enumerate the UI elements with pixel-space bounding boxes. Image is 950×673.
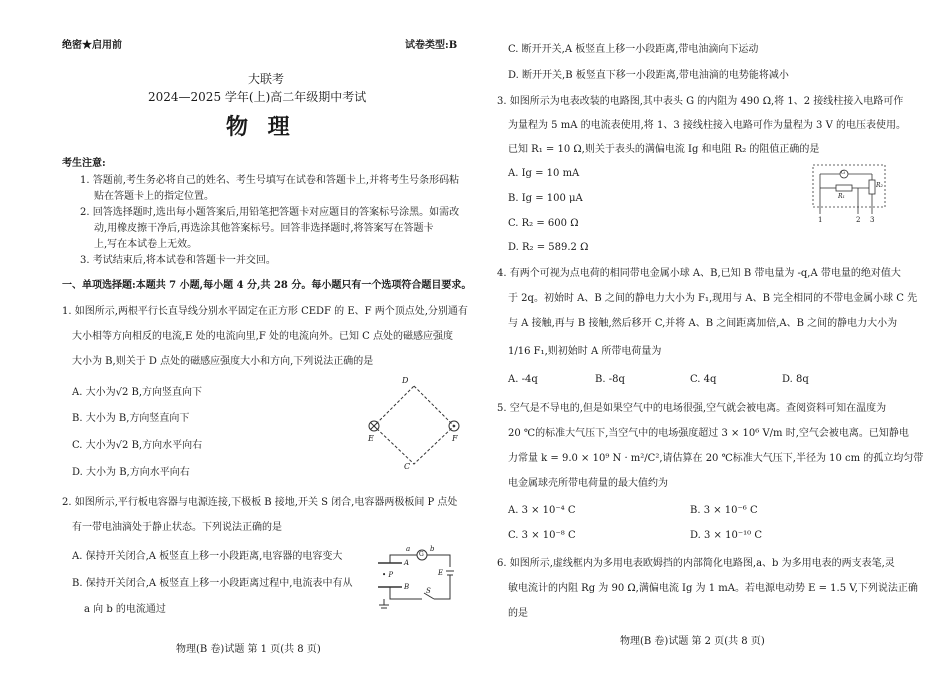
q5-line: 5. 空气是不导电的,但是如果空气中的电场很强,空气就会被电离。查阅资料可知在温度为: [497, 403, 887, 414]
q5-line: 力常量 k = 9.0 × 10⁹ N · m²/C²,请估算在 20 ℃标准大气压下,半径为 10 cm 的孤立均匀带: [508, 453, 924, 464]
fig-label-c: C: [404, 462, 411, 471]
q5-option: B. 3 × 10⁻⁶ C: [690, 505, 758, 516]
q2-option: C. 断开开关,A 板竖直上移一小段距离,带电油滴向下运动: [508, 44, 759, 55]
q1-option: B. 大小为 B,方向竖直向下: [72, 413, 190, 424]
q5-line: 20 ℃的标准大气压下,当空气中的电场强度超过 3 × 10⁶ V/m 时,空气会被电离。已知静电: [508, 428, 909, 439]
q3-option: B. Ig = 100 μA: [508, 193, 583, 204]
fig-label-p: • P: [382, 571, 394, 579]
q5-option: D. 3 × 10⁻¹⁰ C: [690, 530, 762, 541]
q5-line: 电金属球壳所带电荷量的最大值约为: [508, 478, 668, 489]
fig-label-g: G: [419, 551, 424, 558]
paper-type: 试卷类型:B: [405, 40, 458, 51]
fig-label-terminal-2: 2: [856, 216, 861, 224]
q2-option: B. 保持开关闭合,A 板竖直上移一小段距离过程中,电流表中有从: [72, 578, 353, 589]
section-heading: 一、单项选择题:本题共 7 小题,每小题 4 分,共 28 分。每小题只有一个选项符合题目要求。: [62, 280, 472, 291]
q2-option: A. 保持开关闭合,A 板竖直上移一小段距离,电容器的电容变大: [72, 551, 343, 562]
q4-option: A. -4q: [508, 374, 538, 385]
fig-label-b: b: [430, 545, 435, 553]
q3-meter-circuit-figure: [810, 162, 888, 230]
notice-line: 1. 答题前,考生务必将自己的姓名、考生号填写在试卷和答题卡上,并将考生号条形码粘: [80, 175, 460, 186]
notice-line: 3. 考试结束后,将本试卷和答题卡一并交回。: [80, 255, 276, 266]
subject-title: 物 理: [226, 114, 296, 140]
org-name: 大联考: [248, 72, 285, 86]
q2-capacitor-figure: [368, 543, 466, 613]
fig-label-plate-b: B: [404, 583, 410, 591]
fig-label-terminal-1: 1: [818, 216, 823, 224]
q1-option: D. 大小为 B,方向水平向右: [72, 467, 190, 478]
q4-option: B. -8q: [595, 374, 625, 385]
q6-line: 6. 如图所示,虚线框内为多用电表欧姆挡的内部简化电路图,a、b 为多用电表的两支表笔,灵: [497, 558, 895, 569]
q6-line: 敏电流计的内阻 Rg 为 90 Ω,满偏电流 Ig 为 1 mA。若电源电动势 E = 1.5 V,下列说法正确: [508, 583, 918, 594]
fig-label-s: S: [426, 587, 431, 595]
q4-line: 与 A 接触,再与 B 接触,然后移开 C,并将 A、B 之间距离加倍,A、B 之间的静电力大小为: [508, 318, 898, 329]
notice-line: 动,用橡皮擦干净后,再选涂其他答案标号。回答非选择题时,将答案写在答题卡: [94, 223, 434, 234]
q5-option: C. 3 × 10⁻⁸ C: [508, 530, 576, 541]
q1-line: 1. 如图所示,两根平行长直导线分别水平固定在正方形 CEDF 的 E、F 两个顶点处,分别通有: [62, 306, 468, 317]
q1-line: 大小为 B,则关于 D 点处的磁感应强度大小和方向,下列说法正确的是: [72, 356, 374, 367]
q4-line: 1/16 F₁,则初始时 A 所带电荷量为: [508, 346, 662, 357]
fig-label-terminal-3: 3: [870, 216, 875, 224]
confidential-mark: 绝密★启用前: [62, 40, 122, 51]
exam-title: 2024—2025 学年(上)高二年级期中考试: [148, 90, 367, 104]
q3-option: C. R₂ = 600 Ω: [508, 218, 579, 229]
fig-label-r2: R₂: [876, 182, 883, 189]
fig-label-d: D: [402, 376, 409, 385]
fig-label-e: E: [438, 569, 444, 577]
q3-option: A. Ig = 10 mA: [508, 168, 580, 179]
q4-option: C. 4q: [690, 374, 717, 385]
fig-label-g: G: [841, 170, 845, 176]
q2-line: 有一带电油滴处于静止状态。下列说法正确的是: [72, 522, 282, 533]
notice-line: 贴在答题卡上的指定位置。: [94, 191, 214, 202]
q4-line: 4. 有两个可视为点电荷的相同带电金属小球 A、B,已知 B 带电量为 -q,A 带电量的绝对值大: [497, 268, 901, 279]
q2-option: D. 断开开关,B 板竖直下移一小段距离,带电油滴的电势能将减小: [508, 70, 789, 81]
notice-line: 上,写在本试卷上无效。: [94, 239, 198, 250]
q4-option: D. 8q: [782, 374, 809, 385]
notice-line: 2. 回答选择题时,选出每小题答案后,用铅笔把答题卡对应题目的答案标号涂黑。如需改: [80, 207, 460, 218]
q1-option: C. 大小为√2 B,方向水平向右: [72, 440, 203, 451]
footer-right: 物理(B 卷)试题 第 2 页(共 8 页): [620, 636, 765, 647]
footer-left: 物理(B 卷)试题 第 1 页(共 8 页): [176, 644, 321, 655]
q1-square-figure: [362, 374, 466, 474]
q3-option: D. R₂ = 589.2 Ω: [508, 242, 589, 253]
fig-label-plate-a: A: [404, 559, 410, 567]
q1-option: A. 大小为√2 B,方向竖直向下: [72, 387, 203, 398]
fig-label-f: F: [452, 434, 458, 443]
q1-line: 大小相等方向相反的电流,E 处的电流向里,F 处的电流向外。已知 C 点处的磁感应强度: [72, 331, 453, 342]
q5-option: A. 3 × 10⁻⁴ C: [508, 505, 576, 516]
q3-line: 3. 如图所示为电表改装的电路图,其中表头 G 的内阻为 490 Ω,将 1、2 接线柱接入电路可作: [497, 96, 904, 107]
q6-line: 的是: [508, 608, 528, 619]
fig-label-a: a: [406, 545, 411, 553]
fig-label-r1: R₁: [838, 193, 845, 200]
q4-line: 于 2q。初始时 A、B 之间的静电力大小为 F₁,现用与 A、B 完全相同的不带电金属小球 C 先: [508, 293, 918, 304]
q3-line: 已知 R₁ = 10 Ω,则关于表头的满偏电流 Ig 和电阻 R₂ 的阻值正确的是: [508, 144, 820, 155]
fig-label-e: E: [368, 434, 374, 443]
q3-line: 为量程为 5 mA 的电流表使用,将 1、3 接线柱接入电路可作为量程为 3 V 的电压表使用。: [508, 120, 906, 131]
q2-option: a 向 b 的电流通过: [84, 604, 166, 615]
q2-line: 2. 如图所示,平行板电容器与电源连接,下极板 B 接地,开关 S 闭合,电容器两极板间 P 点处: [62, 497, 458, 508]
notice-title: 考生注意:: [62, 158, 106, 169]
